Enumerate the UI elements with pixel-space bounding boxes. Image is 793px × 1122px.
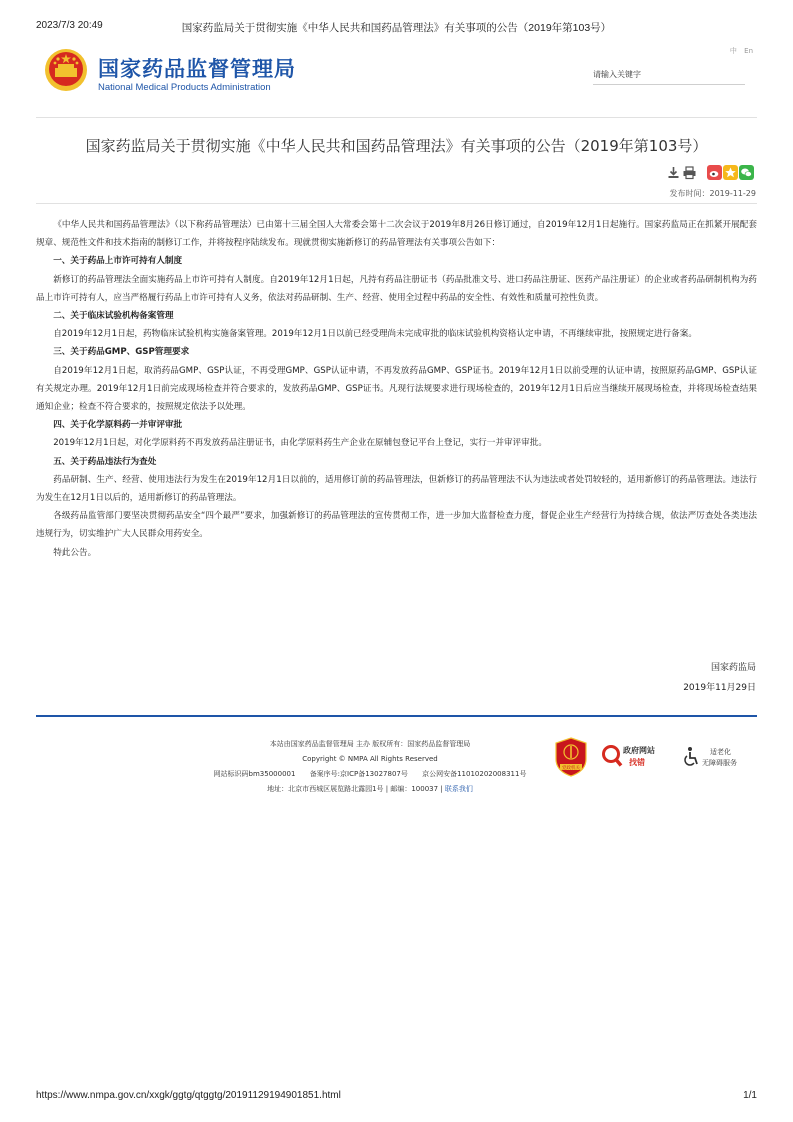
police-record-link[interactable]: 京公网安备11010202008311号 (422, 770, 527, 778)
weibo-share-icon[interactable] (707, 165, 722, 180)
accessibility-line2: 无障碍服务 (702, 759, 737, 767)
section-heading: 二、关于临床试验机构备案管理 (53, 311, 174, 322)
gov-badge-line2: 找错 (629, 758, 645, 767)
signature-date: 2019年11月29日 (683, 683, 756, 693)
article-body (36, 216, 757, 562)
footer-copyright: Copyright © NMPA All Rights Reserved (302, 755, 438, 763)
gov-site-error-report-badge[interactable] (601, 742, 671, 772)
wheelchair-icon (682, 746, 700, 768)
section-heading: 三、关于药品GMP、GSP管理要求 (53, 347, 190, 358)
icp-record-link[interactable]: 备案序号:京ICP备13027807号 (309, 770, 408, 778)
footer-divider (36, 715, 757, 717)
title-divider (36, 203, 757, 204)
header-divider (36, 117, 757, 118)
site-name-en: National Medical Products Administration (98, 82, 271, 93)
section-heading: 一、关于药品上市许可持有人制度 (53, 256, 183, 267)
footer-address: 地址：北京市西城区展览路北露园1号 | 邮编：100037 | (267, 785, 443, 793)
paragraph-closing: 特此公告。 (53, 547, 97, 558)
paragraph: 2019年12月1日起，对化学原料药不再发放药品注册证书，由化学原料药生产企业在原辅包登记平台上登记，实行一并审评审批。 (53, 438, 547, 449)
print-page-number: 1/1 (743, 1090, 757, 1101)
publish-time: 发布时间：2019-11-29 (669, 189, 756, 198)
wechat-share-icon[interactable] (739, 165, 754, 180)
signature-org: 国家药监局 (710, 663, 756, 673)
lang-en-link[interactable]: En (744, 47, 753, 55)
paragraph: 自2019年12月1日起，取消药品GMP、GSP认证，不再受理GMP、GSP认证申请，不再发放药品GMP、GSP证书。2019年12月1日以前受理的认证申请，按照原药品GMP、GSP认证有关规定办理。2019年12月1日前完成现场检查并符合要求的，发放药品GMP、GSP证书。凡现行法规要求进行现场检查的，2019年12月1日后应当继续开展现场检查，并将现场检查结果通知企业；检查不符合要求的，按照规定依法予以处理。 (36, 365, 757, 413)
print-icon[interactable] (682, 165, 697, 180)
footer-records (200, 767, 540, 782)
site-name-cn[interactable]: 国家药品监督管理局 (98, 57, 296, 81)
footer-sponsor: 本站由国家药品监督管理局 主办 版权所有：国家药品监督管理局 (269, 740, 471, 748)
paragraph: 各级药品监管部门要坚决贯彻药品安全“四个最严”要求，加强新修订的药品管理法的宣传贯彻工作，进一步加大监督检查力度，督促企业生产经营行为持续合规，依法严厉查处各类违法违规行为，切实维护广大人民群众用药安全。 (36, 511, 757, 540)
site-id: 网站标识码bm35000001 (213, 770, 296, 778)
print-url: https://www.nmpa.gov.cn/xxgk/ggtg/qtggtg/20191129194901851.html (36, 1090, 341, 1101)
article-title: 国家药监局关于贯彻实施《中华人民共和国药品管理法》有关事项的公告（2019年第103号） (85, 137, 708, 155)
party-government-badge-icon[interactable] (554, 737, 588, 777)
download-icon[interactable] (666, 165, 681, 180)
national-emblem-icon[interactable] (44, 48, 88, 92)
print-header (36, 20, 757, 34)
footer-address-row (200, 782, 540, 797)
accessibility-line1: 适老化 (710, 748, 731, 756)
section-heading: 四、关于化学原料药一并审评审批 (53, 420, 183, 431)
contact-us-link[interactable]: 联系我们 (444, 785, 473, 793)
accessibility-service-badge[interactable] (682, 745, 752, 771)
section-heading: 五、关于药品违法行为查处 (53, 456, 157, 467)
magnifier-icon (601, 744, 623, 768)
site-header (36, 44, 757, 104)
gov-badge-line1: 政府网站 (623, 746, 655, 755)
paragraph: 新修订的药品管理法全面实施药品上市许可持有人制度。自2019年12月1日起，凡持有药品注册证书（药品批准文号、进口药品注册证、医药产品注册证）的企业或者药品研制机构为药品上市许可持有人，应当严格履行药品上市许可持有人义务，依法对药品研制、生产、经营、使用全过程中药品的安全性、有效性和质量可控性负责。 (36, 274, 757, 303)
paragraph-intro: 《中华人民共和国药品管理法》（以下称药品管理法）已由第十三届全国人大常委会第十二次会议于2019年8月26日修订通过，自2019年12月1日起施行。国家药监局正在抓紧开展配套规章、规范性文件和技术指南的制修订工作，并将按程序陆续发布。现就贯彻实施新修订的药品管理法有关事项公告如下： (36, 220, 757, 249)
paragraph: 药品研制、生产、经营、使用违法行为发生在2019年12月1日以前的，适用修订前的药品管理法，但新修订的药品管理法不认为违法或者处罚较轻的，适用新修订的药品管理法。违法行为发生在12月1日以后的，适用新修订的药品管理法。 (36, 474, 757, 504)
paragraph: 自2019年12月1日起，药物临床试验机构实施备案管理。2019年12月1日以前已经受理尚未完成审批的临床试验机构资格认定申请，不再继续审批，按照规定进行备案。 (53, 329, 697, 340)
print-datetime: 2023/7/3 20:49 (36, 20, 103, 31)
site-footer (200, 737, 540, 797)
qzone-share-icon[interactable] (723, 165, 738, 180)
search-input[interactable]: 请输入关键字 (593, 63, 745, 85)
language-switch (725, 46, 753, 56)
print-page-title: 国家药监局关于贯彻实施《中华人民共和国药品管理法》有关事项的公告（2019年第103号） (181, 22, 612, 34)
party-badge-text: 党政机关 (562, 765, 580, 771)
lang-cn-link[interactable]: 中 (729, 47, 737, 55)
article-tools (666, 165, 756, 181)
